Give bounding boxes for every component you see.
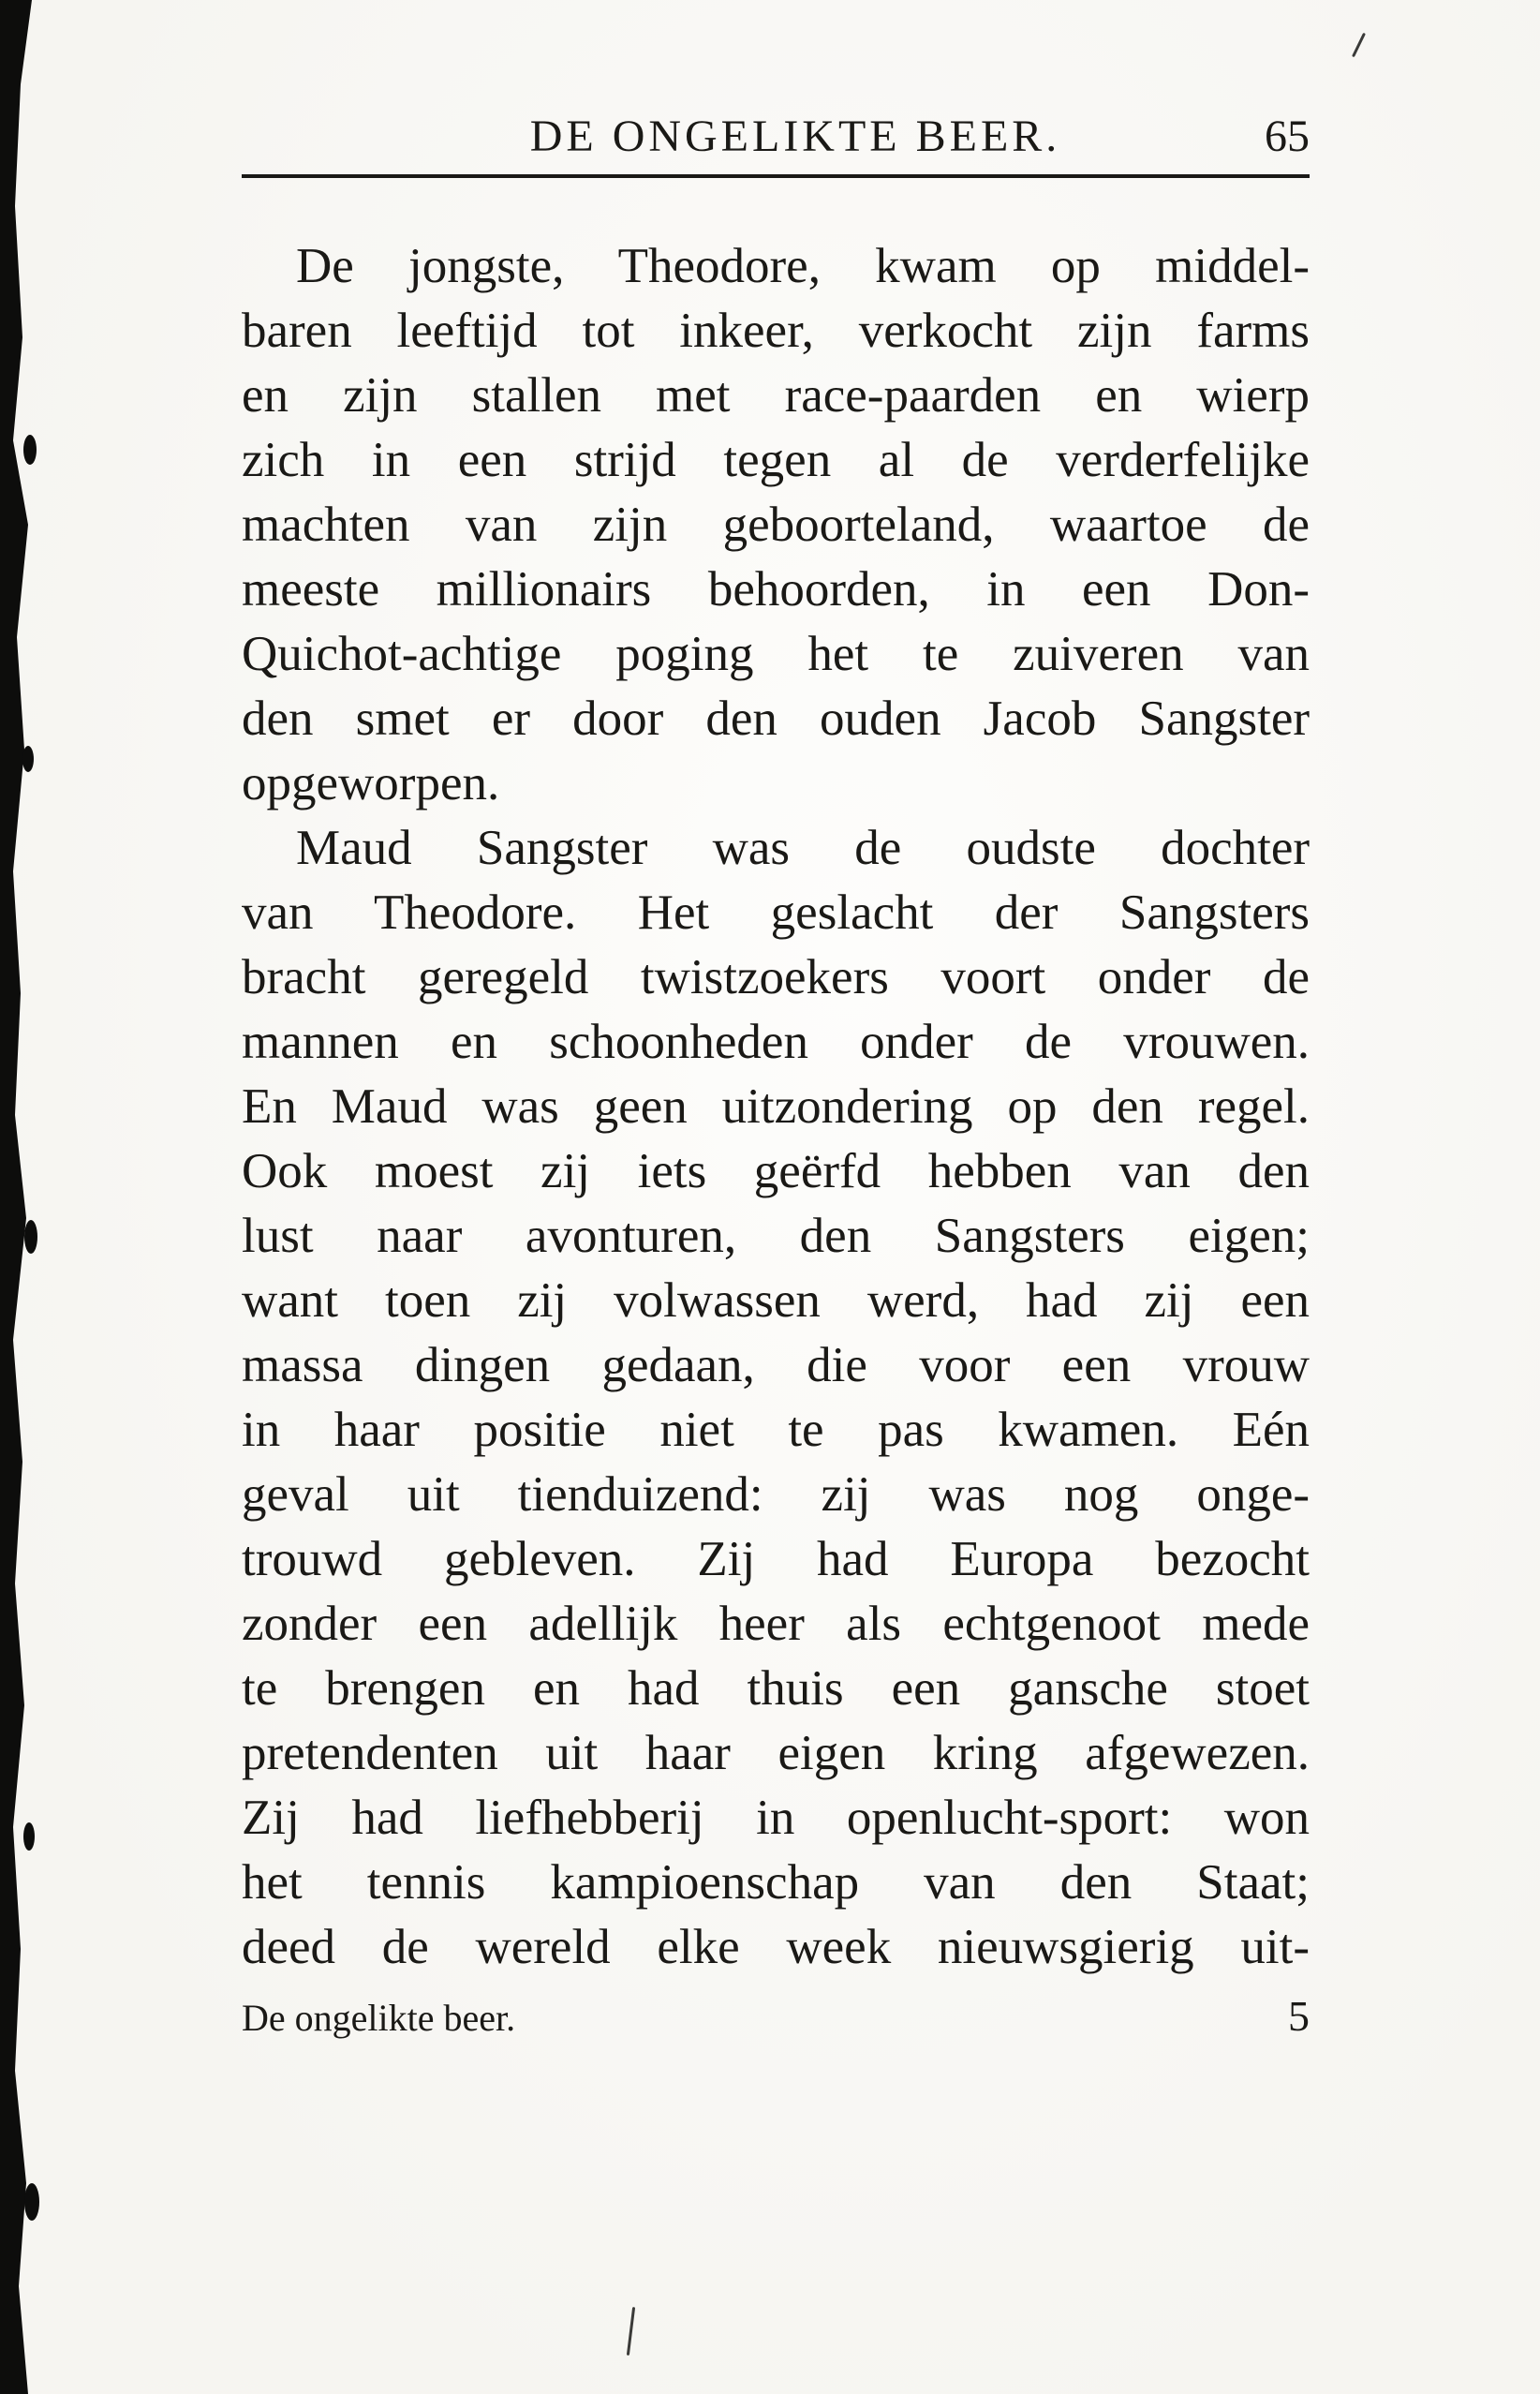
text-line: En Maud was geen uitzondering op den regel. xyxy=(242,1079,1310,1134)
text-line: want toen zij volwassen werd, had zij een xyxy=(242,1273,1310,1328)
text-block xyxy=(242,234,1310,1980)
text-line: het tennis kampioenschap van den Staat; xyxy=(242,1855,1310,1910)
text-line: geval uit tienduizend: zij was nog onge- xyxy=(242,1467,1310,1522)
footer-signature-number: 5 xyxy=(1288,1992,1310,2040)
text-line: van Theodore. Het geslacht der Sangsters xyxy=(242,885,1310,940)
text-line: De jongste, Theodore, kwam op middel- xyxy=(296,239,1310,293)
text-line: machten van zijn geboorteland, waartoe de xyxy=(242,498,1310,552)
page-footer xyxy=(242,1991,1310,2041)
text-line: in haar positie niet te pas kwamen. Eén xyxy=(242,1403,1310,1457)
page-column xyxy=(242,111,1310,2041)
text-line: opgeworpen. xyxy=(242,756,500,810)
text-line: en zijn stallen met race-paarden en wierp xyxy=(242,368,1310,423)
text-line: lust naar avonturen, den Sangsters eigen; xyxy=(242,1209,1310,1263)
text-line: deed de wereld elke week nieuwsgierig uit- xyxy=(242,1920,1310,1974)
page-number: 65 xyxy=(1265,112,1310,161)
text-line: meeste millionairs behoorden, in een Don- xyxy=(242,562,1310,617)
pen-mark-bottom xyxy=(627,2307,635,2356)
footer-book-title: De ongelikte beer. xyxy=(242,1997,516,2039)
binding-edge-scan-artifact xyxy=(0,0,41,2394)
text-line: te brengen en had thuis een gansche stoet xyxy=(242,1661,1310,1716)
text-line: trouwd gebleven. Zij had Europa bezocht xyxy=(242,1532,1310,1586)
page-title: DE ONGELIKTE BEER. xyxy=(529,112,1061,161)
pen-mark-top-right xyxy=(1352,33,1366,57)
text-line: den smet er door den ouden Jacob Sangster xyxy=(242,691,1310,746)
text-line: baren leeftijd tot inkeer, verkocht zijn farms xyxy=(242,304,1310,358)
text-line: Zij had liefhebberij in openlucht-sport: won xyxy=(242,1791,1310,1845)
text-line: Ook moest zij iets geërfd hebben van den xyxy=(242,1144,1310,1198)
header-rule xyxy=(242,174,1310,178)
text-line: massa dingen gedaan, die voor een vrouw xyxy=(242,1338,1310,1392)
text-line: zonder een adellijk heer als echtgenoot mede xyxy=(242,1597,1310,1651)
text-line: Maud Sangster was de oudste dochter xyxy=(296,821,1310,875)
text-line: pretendenten uit haar eigen kring afgewezen. xyxy=(242,1726,1310,1780)
text-line: zich in een strijd tegen al de verderfelijke xyxy=(242,433,1310,487)
text-line: bracht geregeld twistzoekers voort onder de xyxy=(242,950,1310,1004)
text-line: Quichot-achtige poging het te zuiveren van xyxy=(242,627,1310,681)
running-header xyxy=(242,111,1310,163)
text-line: mannen en schoonheden onder de vrouwen. xyxy=(242,1015,1310,1069)
